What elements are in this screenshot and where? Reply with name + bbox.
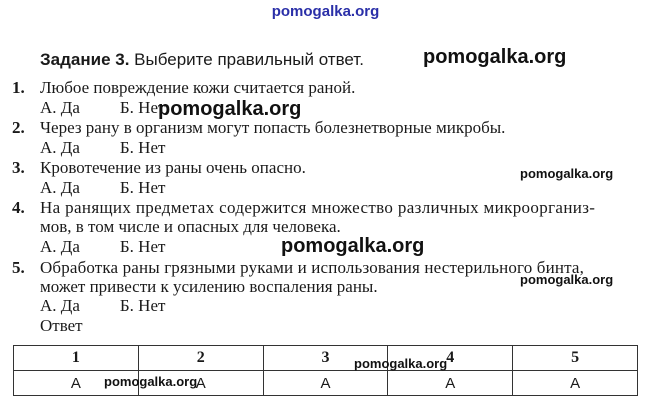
task-number: Задание 3. [40,50,130,69]
question-5-text-line-1: Обработка раны грязными руками и использования нестерильного бинта, [40,258,584,277]
question-3-text: Кровотечение из раны очень опасно. [40,158,306,177]
option-b: Б. Нет [119,98,166,117]
question-3-options [40,178,165,198]
question-2-text: Через рану в организм могут попасть болезнетворные микробы. [40,118,506,137]
option-a: А. Да [40,178,80,197]
option-b: Б. Нет [119,296,166,315]
option-b: Б. Нет [119,178,166,197]
watermark-q3: pomogalka.org [520,166,614,181]
answer-table-header-cell: 4 [388,346,513,371]
question-1-options [40,98,165,118]
answer-table-value-cell: А [138,371,263,396]
question-2-options [40,138,165,158]
answer-table-header-cell: 2 [138,346,263,371]
answer-table-value-cell: А [513,371,638,396]
question-4-number: 4. [12,198,25,217]
watermark-q1: pomogalka.org [158,98,302,120]
option-a: А. Да [40,98,80,117]
task-instruction: Выберите правильный ответ. [134,50,364,69]
watermark-table-header: pomogalka.org [354,356,448,371]
answer-table-value-cell: А [14,371,139,396]
answer-table-header-cell: 3 [263,346,388,371]
option-a: А. Да [40,138,80,157]
answer-table-value-cell: А [388,371,513,396]
site-title-watermark: pomogalka.org [271,3,380,20]
option-b: Б. Нет [119,138,166,157]
answer-table-header-row [14,346,638,371]
option-a: А. Да [40,237,80,256]
answer-table-header-cell: 1 [14,346,139,371]
question-1-number: 1. [12,78,25,97]
option-b: Б. Нет [119,237,166,256]
answer-label: Ответ [40,316,83,335]
answer-table-value-cell: А [263,371,388,396]
watermark-heading: pomogalka.org [423,46,567,68]
option-a: А. Да [40,296,80,315]
question-5-text-line-2: может привести к усилению воспаления раны. [40,277,378,296]
watermark-table-values: pomogalka.org [104,374,198,389]
question-4-text-line-1: На ранящих предметах содержится множество различных микроорганиз- [40,198,596,217]
task-heading [40,50,364,70]
watermark-q4: pomogalka.org [281,235,425,257]
watermark-q5: pomogalka.org [520,272,614,287]
answer-table-header-cell: 5 [513,346,638,371]
question-1-text: Любое повреждение кожи считается раной. [40,78,356,97]
question-3-number: 3. [12,158,25,177]
question-4-options [40,237,165,257]
question-4-text-line-2: мов, в том числе и опасных для человека. [40,217,341,236]
question-5-number: 5. [12,258,25,277]
question-5-options [40,296,165,316]
question-2-number: 2. [12,118,25,137]
